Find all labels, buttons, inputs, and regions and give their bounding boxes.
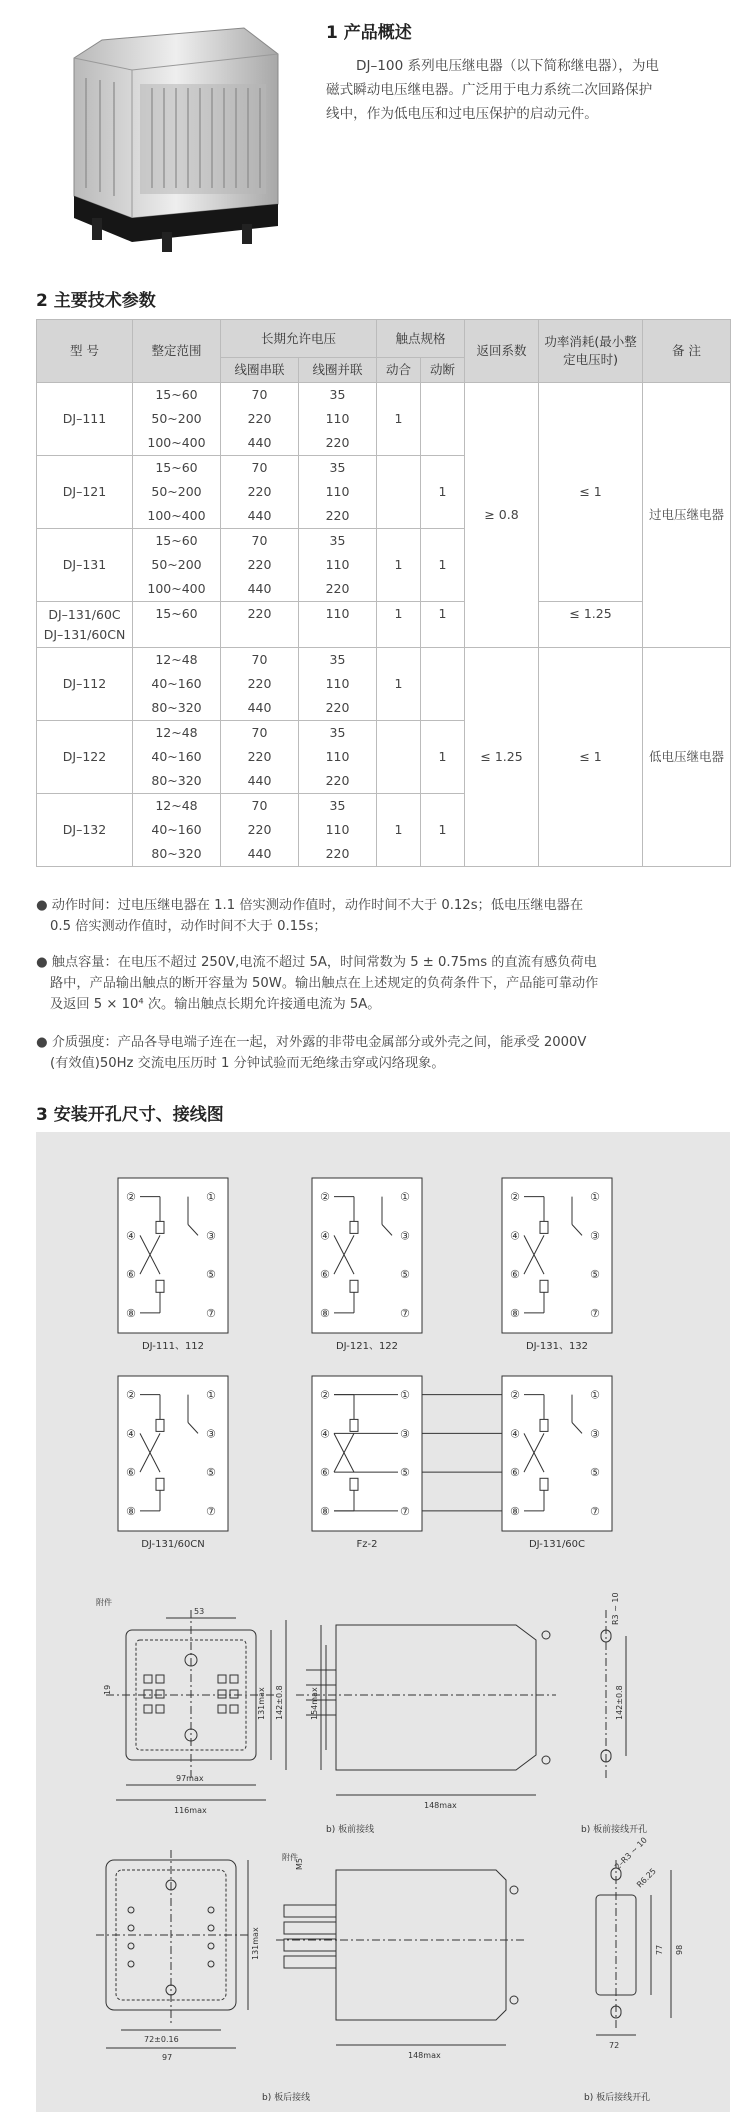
coil-icon [540, 1221, 548, 1233]
series-3: 440 [247, 773, 272, 788]
note-action-time [36, 895, 728, 937]
th-break: 动断 [421, 358, 465, 383]
cell-series [221, 383, 299, 456]
cell-range [133, 456, 221, 529]
th-return: 返回系数 [465, 320, 539, 383]
terminal-label: ⑦ [590, 1306, 600, 1320]
cell-make [377, 456, 421, 529]
terminal-label: ⑤ [206, 1268, 216, 1282]
parallel-3: 220 [325, 700, 350, 715]
caption-front-hole: b) 板前接线开孔 [581, 1825, 648, 1835]
cell-power-under: ≤ 1 [539, 648, 643, 867]
range-1: 12~48 [155, 725, 198, 740]
cell-series [221, 529, 299, 602]
coil-icon [350, 1280, 358, 1292]
note-line: 介质强度：产品各导电端子连在一起，对外露的非带电金属部分或外壳之间，能承受 2000V [51, 1035, 587, 1050]
terminal-label: ⑧ [320, 1306, 330, 1320]
cell-break [421, 383, 465, 456]
cell-parallel [299, 456, 377, 529]
cell-model: DJ–121 [37, 456, 133, 529]
dim-r3: R3 ~ 10 [611, 1592, 620, 1625]
terminal-label: ⑥ [510, 1268, 520, 1282]
terminal-label: ③ [400, 1427, 410, 1441]
dim-19: 19 [103, 1684, 112, 1695]
overview-line-1: DJ–100 系列电压继电器（以下简称继电器），为电 [356, 58, 660, 74]
back-side-view [336, 1870, 506, 2020]
cell-parallel [299, 383, 377, 456]
parallel-3: 220 [325, 435, 350, 450]
section-install-title: 3 安装开孔尺寸、接线图 [36, 1105, 224, 1125]
terminal-label: ⑦ [206, 1504, 216, 1518]
coil-icon [156, 1478, 164, 1490]
cell-break: 1 [421, 794, 465, 867]
range-3: 100~400 [147, 581, 206, 596]
cell-parallel [299, 721, 377, 794]
caption-back-hole: b) 板后接线开孔 [584, 2093, 651, 2103]
parallel-1: 35 [329, 725, 346, 740]
terminal-label: ① [206, 1388, 216, 1402]
series-2: 220 [247, 484, 272, 499]
cell-range [133, 794, 221, 867]
th-series: 线圈串联 [221, 358, 299, 383]
cell-parallel: 110 [299, 602, 377, 648]
range-1: 15~60 [155, 533, 198, 548]
coil-icon [540, 1419, 548, 1431]
wiring-caption: Fz-2 [356, 1539, 378, 1550]
terminal-label: ⑥ [126, 1466, 136, 1480]
series-3: 440 [247, 846, 272, 861]
terminal-label: ⑥ [320, 1268, 330, 1282]
terminal-label: ⑧ [126, 1504, 136, 1518]
range-2: 50~200 [151, 557, 202, 572]
coil-icon [156, 1419, 164, 1431]
terminal-label: ⑤ [206, 1466, 216, 1480]
dim-r2: 2–R3 ~ 10 [613, 1835, 649, 1872]
terminal-label: ⑦ [400, 1306, 410, 1320]
range-1: 15~60 [155, 387, 198, 402]
cell-model [37, 602, 133, 648]
note-line: 触点容量：在电压不超过 250V,电流不超过 5A，时间常数为 5 ± 0.75ms 的直流有感负荷电 [51, 955, 597, 970]
th-power: 功率消耗(最小整定电压时) [539, 320, 643, 383]
series-2: 220 [247, 411, 272, 426]
dimension-drawings [36, 1570, 730, 2110]
series-1: 70 [251, 652, 268, 667]
cell-break: 1 [421, 602, 465, 648]
cell-model: DJ–111 [37, 383, 133, 456]
note-line: 动作时间：过电压继电器在 1.1 倍实测动作值时，动作时间不大于 0.12s；低电压继电器在 [51, 898, 584, 913]
cell-remark-under: 低电压继电器 [643, 648, 731, 867]
terminal-label: ③ [206, 1229, 216, 1243]
cell-series [221, 794, 299, 867]
series-2: 220 [247, 676, 272, 691]
note-dielectric [36, 1032, 728, 1074]
parallel-1: 35 [329, 533, 346, 548]
note-line: (有效值)50Hz 交流电压历时 1 分钟试验而无绝缘击穿或闪络现象。 [50, 1056, 445, 1071]
cell-model: DJ–131 [37, 529, 133, 602]
terminal-label: ② [510, 1190, 520, 1204]
th-remark: 备 注 [643, 320, 731, 383]
terminal-label: ⑦ [206, 1306, 216, 1320]
series-3: 440 [247, 508, 272, 523]
cell-parallel [299, 794, 377, 867]
cell-return-under: ≤ 1.25 [465, 648, 539, 867]
parallel-3: 220 [325, 773, 350, 788]
cell-range [133, 383, 221, 456]
th-contacts: 触点规格 [377, 320, 465, 358]
terminal-label: ① [400, 1388, 410, 1402]
terminal-label: ② [126, 1388, 136, 1402]
terminal-label: ④ [126, 1427, 136, 1441]
dim-142b: 142±0.8 [615, 1685, 624, 1720]
parallel-2: 110 [325, 676, 350, 691]
cell-power-60c: ≤ 1.25 [539, 602, 643, 648]
terminal-label: ④ [510, 1229, 520, 1243]
range-2: 50~200 [151, 484, 202, 499]
terminal-label: ① [206, 1190, 216, 1204]
terminal-label: ② [320, 1190, 330, 1204]
series-3: 440 [247, 581, 272, 596]
parallel-1: 35 [329, 652, 346, 667]
dim-r625: R6.25 [635, 1866, 658, 1890]
wiring-svg [36, 1132, 730, 1572]
cell-parallel [299, 648, 377, 721]
wiring-caption: DJ-131/60C [528, 1539, 586, 1550]
cell-make: 1 [377, 794, 421, 867]
range-3: 80~320 [151, 773, 202, 788]
series-1: 70 [251, 798, 268, 813]
dim-98: 98 [675, 1944, 684, 1955]
cell-parallel [299, 529, 377, 602]
series-2: 220 [247, 557, 272, 572]
th-range: 整定范围 [133, 320, 221, 383]
cell-break: 1 [421, 456, 465, 529]
coil-icon [156, 1280, 164, 1292]
front-side-view [336, 1625, 536, 1770]
cell-make [377, 721, 421, 794]
cell-series [221, 648, 299, 721]
dim-148max: 148max [424, 1801, 457, 1810]
parallel-2: 110 [325, 557, 350, 572]
cell-model: DJ–122 [37, 721, 133, 794]
range-2: 50~200 [151, 411, 202, 426]
caption-back: b) 板后接线 [262, 2093, 311, 2103]
terminal-label: ③ [206, 1427, 216, 1441]
dim-72: 72±0.16 [144, 2035, 179, 2044]
terminal-label: ④ [126, 1229, 136, 1243]
terminal-label: ⑧ [510, 1504, 520, 1518]
series-2: 220 [247, 822, 272, 837]
note-contact-capacity [36, 952, 728, 1015]
section-params-title: 2 主要技术参数 [36, 291, 156, 311]
range-1: 15~60 [155, 460, 198, 475]
cell-range: 15~60 [133, 602, 221, 648]
coil-icon [156, 1221, 164, 1233]
coil-icon [350, 1478, 358, 1490]
cell-range [133, 648, 221, 721]
terminal-label: ④ [320, 1427, 330, 1441]
overview-line-2: 磁式瞬动电压继电器。广泛用于电力系统二次回路保护 [326, 82, 653, 98]
cell-break: 1 [421, 721, 465, 794]
cell-model: DJ–132 [37, 794, 133, 867]
wiring-diagrams [36, 1132, 730, 1572]
series-1: 70 [251, 460, 268, 475]
th-parallel: 线圈并联 [299, 358, 377, 383]
terminal-label: ① [590, 1388, 600, 1402]
wiring-caption: DJ-111、112 [141, 1341, 205, 1352]
parallel-1: 35 [329, 798, 346, 813]
range-2: 40~160 [151, 749, 202, 764]
dim-142: 142±0.8 [275, 1685, 284, 1720]
terminal-label: ⑤ [400, 1466, 410, 1480]
caption-front: b) 板前接线 [326, 1825, 375, 1835]
terminal-label: ⑥ [126, 1268, 136, 1282]
wiring-caption: DJ-131/60CN [141, 1539, 205, 1550]
th-make: 动合 [377, 358, 421, 383]
series-1: 70 [251, 725, 268, 740]
series-1: 70 [251, 387, 268, 402]
dim-fujian: 附件 [96, 1598, 112, 1607]
dim-97max: 97max [176, 1774, 204, 1783]
cell-series [221, 456, 299, 529]
range-3: 80~320 [151, 700, 202, 715]
parallel-2: 110 [325, 411, 350, 426]
terminal-label: ③ [590, 1229, 600, 1243]
terminal-label: ⑧ [510, 1306, 520, 1320]
note-line: 路中，产品输出触点的断开容量为 50W。输出触点在上述规定的负荷条件下，产品能可靠动作 [50, 976, 599, 991]
parallel-1: 35 [329, 387, 346, 402]
model-1: DJ–131/60C [48, 606, 121, 622]
bullet-icon: ● [36, 898, 48, 913]
terminal-label: ⑤ [400, 1268, 410, 1282]
cell-make: 1 [377, 383, 421, 456]
cell-series [221, 721, 299, 794]
spec-table [36, 319, 731, 867]
coil-icon [540, 1478, 548, 1490]
dim-fujian-b: 附件 [282, 1853, 298, 1862]
range-1: 12~48 [155, 652, 198, 667]
terminal-label: ④ [510, 1427, 520, 1441]
th-voltage: 长期允许电压 [221, 320, 377, 358]
terminal-label: ② [320, 1388, 330, 1402]
parallel-3: 220 [325, 846, 350, 861]
dim-72b: 72 [609, 2041, 620, 2050]
dim-116max: 116max [174, 1806, 207, 1815]
terminal-label: ⑦ [590, 1504, 600, 1518]
dim-148max-b: 148max [408, 2051, 441, 2060]
coil-icon [350, 1221, 358, 1233]
terminal-label: ① [400, 1190, 410, 1204]
coil-icon [350, 1419, 358, 1431]
terminal-label: ④ [320, 1229, 330, 1243]
note-line: 0.5 倍实测动作值时，动作时间不大于 0.15s； [50, 919, 327, 934]
wiring-caption: DJ-131、132 [525, 1341, 589, 1352]
coil-icon [540, 1280, 548, 1292]
dim-77: 77 [655, 1944, 664, 1955]
cell-range [133, 721, 221, 794]
terminal-label: ② [510, 1388, 520, 1402]
dim-53: 53 [194, 1607, 205, 1616]
table-row [37, 602, 731, 648]
terminal-label: ⑧ [320, 1504, 330, 1518]
model-2: DJ–131/60CN [43, 626, 126, 642]
dim-97: 97 [162, 2053, 173, 2062]
range-3: 80~320 [151, 846, 202, 861]
dim-154max: 154max [310, 1687, 319, 1720]
section-overview-title: 1 产品概述 [326, 23, 412, 43]
series-3: 440 [247, 435, 272, 450]
note-line: 及返回 5 × 10⁴ 次。输出触点长期允许接通电流为 5A。 [50, 997, 381, 1012]
cell-model: DJ–112 [37, 648, 133, 721]
series-3: 440 [247, 700, 272, 715]
parallel-2: 110 [325, 822, 350, 837]
series-1: 70 [251, 533, 268, 548]
terminal-label: ⑥ [510, 1466, 520, 1480]
wiring-caption: DJ-121、122 [335, 1341, 399, 1352]
dim-m5: M5 [295, 1858, 304, 1870]
th-model: 型 号 [37, 320, 133, 383]
cell-series: 220 [221, 602, 299, 648]
cell-break: 1 [421, 529, 465, 602]
terminal-label: ⑤ [590, 1466, 600, 1480]
cell-break [421, 648, 465, 721]
parallel-3: 220 [325, 581, 350, 596]
range-3: 100~400 [147, 435, 206, 450]
overview-line-3: 线中，作为低电压和过电压保护的启动元件。 [326, 106, 598, 122]
cell-remark-over: 过电压继电器 [643, 383, 731, 648]
series-2: 220 [247, 749, 272, 764]
parallel-3: 220 [325, 508, 350, 523]
terminal-label: ⑤ [590, 1268, 600, 1282]
terminal-label: ② [126, 1190, 136, 1204]
terminal-label: ③ [590, 1427, 600, 1441]
parallel-2: 110 [325, 484, 350, 499]
range-1: 12~48 [155, 798, 198, 813]
bullet-icon: ● [36, 1035, 48, 1050]
parallel-1: 35 [329, 460, 346, 475]
terminal-label: ⑥ [320, 1466, 330, 1480]
cell-make: 1 [377, 648, 421, 721]
terminal-label: ⑧ [126, 1306, 136, 1320]
parallel-2: 110 [325, 749, 350, 764]
cell-power-over: ≤ 1 [539, 383, 643, 602]
table-row [37, 648, 731, 721]
cell-range [133, 529, 221, 602]
range-2: 40~160 [151, 822, 202, 837]
bullet-icon: ● [36, 955, 48, 970]
cell-return-over: ≥ 0.8 [465, 383, 539, 648]
terminal-label: ③ [400, 1229, 410, 1243]
relay-product-photo [62, 18, 292, 258]
range-2: 40~160 [151, 676, 202, 691]
dim-131max-b: 131max [251, 1927, 260, 1960]
terminal-label: ⑦ [400, 1504, 410, 1518]
table-row [37, 383, 731, 456]
cell-make: 1 [377, 602, 421, 648]
cell-make: 1 [377, 529, 421, 602]
dim-131max: 131max [257, 1687, 266, 1720]
range-3: 100~400 [147, 508, 206, 523]
terminal-label: ① [590, 1190, 600, 1204]
